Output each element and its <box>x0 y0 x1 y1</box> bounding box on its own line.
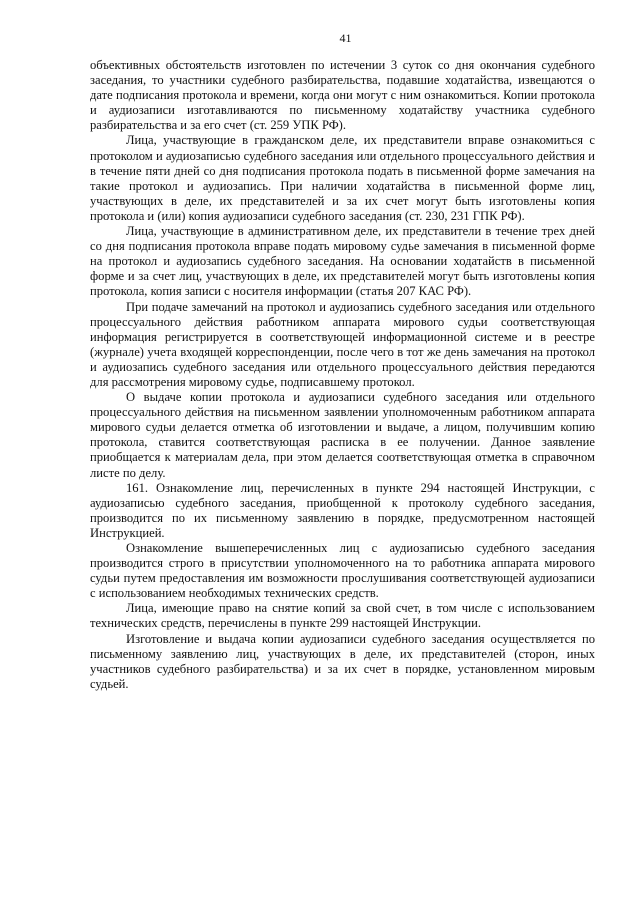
paragraph: 161. Ознакомление лиц, перечисленных в пункте 294 настоящей Инструкции, с аудиозаписью судебного заседания, приобщенной к протоколу судебного заседания, производится по их письменному заявлению в порядке, предусмотренном настоящей Инструкцией. <box>90 480 595 540</box>
paragraph: Лица, имеющие право на снятие копий за свой счет, в том числе с использованием технических средств, перечислены в пункте 299 настоящей Инструкции. <box>90 601 595 631</box>
paragraph: объективных обстоятельств изготовлен по истечении 3 суток со дня окончания судебного заседания, то участники судебного разбирательства, подавшие ходатайства, извещаются о дате подписания протокола и времени, когда они могут с ним ознакомиться. Копии протокола и аудиозаписи изготавливаются по письменному ходатайству участника судебного разбирательства и за его счет (ст. 259 УПК РФ). <box>90 58 595 133</box>
paragraph: Изготовление и выдача копии аудиозаписи судебного заседания осуществляется по письменному заявлению лиц, участвующих в деле, их представителей (сторон, иных участников судебного разбирательства) и за их счет в порядке, установленном мировым судьей. <box>90 631 595 691</box>
paragraph: Ознакомление вышеперечисленных лиц с аудиозаписью судебного заседания производится строго в присутствии уполномоченного на то работника аппарата мирового судьи путем предоставления им возможности прослушивания соответствующей аудиозаписи с использованием необходимых технических средств. <box>90 541 595 601</box>
paragraph: Лица, участвующие в административном деле, их представители в течение трех дней со дня подписания протокола вправе подать мировому судье замечания в письменной форме на протокол и аудиозапись судебного заседания. На основании ходатайств в письменной форме и за счет лиц, участвующих в деле, их представителей могут быть изготовлены копия протокола, копия записи с носителя информации (статья 207 КАС РФ). <box>90 224 595 299</box>
document-page <box>90 30 595 692</box>
document-body <box>90 58 595 692</box>
paragraph: О выдаче копии протокола и аудиозаписи судебного заседания или отдельного процессуального действия на письменном заявлении уполномоченным работником аппарата мирового судьи делается отметка об изготовлении и выдаче, а лицом, получившим копию протокола, ставится соответствующая расписка в ее получении. Данное заявление приобщается к материалам дела, при этом делается соответствующая отметка в справочном листе по делу. <box>90 390 595 480</box>
paragraph: Лица, участвующие в гражданском деле, их представители вправе ознакомиться с протоколом и аудиозаписью судебного заседания или отдельного процессуального действия и в течение пяти дней со дня подписания протокола подать в письменной форме замечания на такие протокол и аудиозапись. При наличии ходатайства в письменной форме лиц, участвующих в деле, их представителей и за их счет могут быть изготовлены копия протокола и (или) копия аудиозаписи судебного заседания (ст. 230, 231 ГПК РФ). <box>90 133 595 223</box>
paragraph: При подаче замечаний на протокол и аудиозапись судебного заседания или отдельного процессуального действия работником аппарата мирового судьи соответствующая информация регистрируется в соответствующей информационной системе и в реестре (журнале) учета входящей корреспонденции, после чего в тот же день замечания на протокол и аудиозапись судебного заседания или отдельного процессуального действия передаются для рассмотрения мировому судье, подписавшему протокол. <box>90 299 595 389</box>
page-number: 41 <box>339 31 352 45</box>
